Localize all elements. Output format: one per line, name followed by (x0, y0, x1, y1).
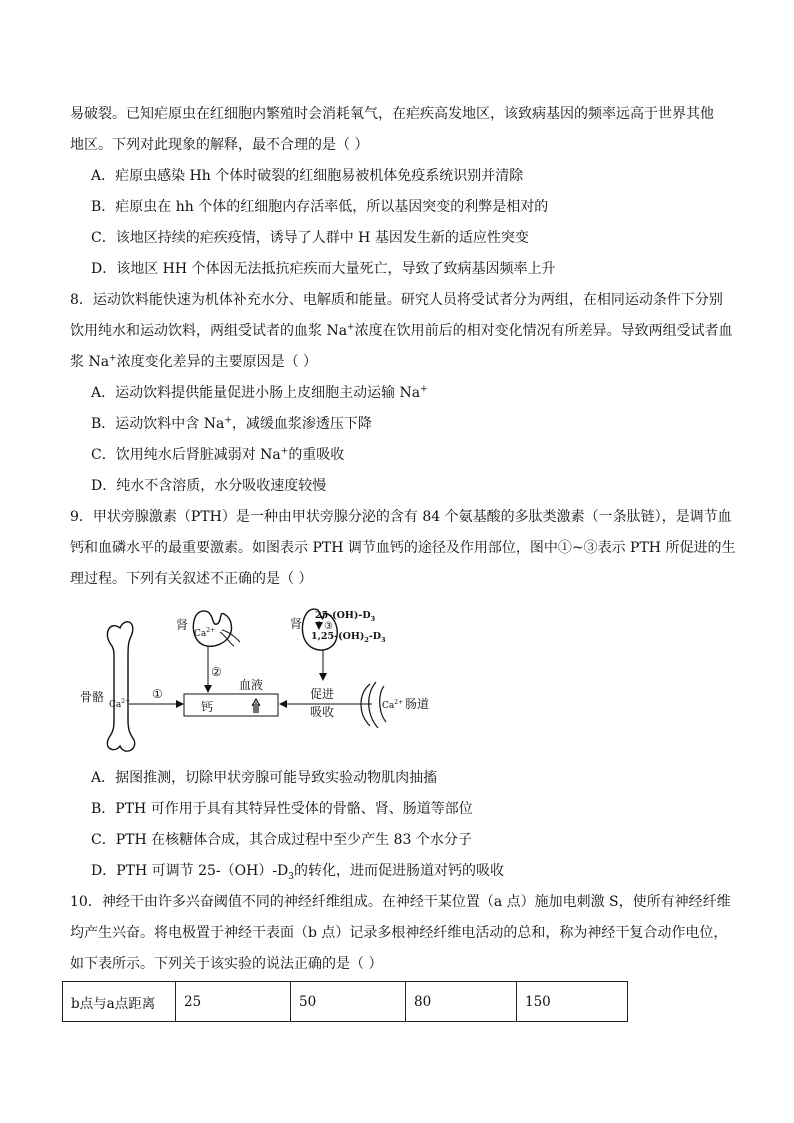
q7-option-a: A．疟原虫感染 Hh 个体时破裂的红细胞易被机体免疫系统识别并清除 (91, 168, 524, 184)
q10-distance-table (62, 981, 628, 1022)
promote-label: 促进 (310, 687, 335, 701)
q9-text-line2: 钙和血磷水平的最重要激素。如图表示 PTH 调节血钙的途径及作用部位，图中①~③表示 PTH 所促进的生 (70, 540, 736, 556)
q7-text-line2: 地区。下列对此现象的解释，最不合理的是（ ） (70, 137, 369, 153)
step3-label: ③ (324, 621, 333, 632)
q8-text-line3: 浆 Na+浓度变化差异的主要原因是（ ） (70, 353, 318, 370)
q7-text-line1: 易破裂。已知疟原虫在红细胞内繁殖时会消耗氧气，在疟疾高发地区，该致病基因的频率远高于世界其他 (70, 106, 714, 122)
table-cell: 25 (176, 982, 291, 1022)
table-cell: 50 (291, 982, 406, 1022)
q9-option-a: A．据图推测，切除甲状旁腺可能导致实验动物肌肉抽搐 (91, 770, 438, 786)
kidney-left-ca: $Ca^{2+}$ (194, 627, 216, 639)
q8-option-d: D．纯水不含溶质，水分吸收速度较慢 (91, 478, 327, 494)
table-row (63, 982, 628, 1022)
q8-option-a: A．运动饮料提供能量促进小肠上皮细胞主动运输 Na+ (91, 384, 428, 401)
q9-text-line1: 9．甲状旁腺激素（PTH）是一种由甲状旁腺分泌的含有 84 个氨基酸的多肽类激素（一条肽链），是调节血 (70, 509, 732, 525)
vitd-precursor-label: $25-(OH)-D_3$ (315, 610, 376, 623)
step1-label: ① (152, 687, 163, 701)
table-header-cell: b点与a点距离 (63, 982, 176, 1022)
calcium-label: 钙 (201, 700, 214, 714)
step2-label: ② (211, 665, 222, 679)
kidney-left-label: 肾 (176, 618, 189, 632)
q9-option-c: C．PTH 在核糖体合成，其合成过程中至少产生 83 个水分子 (91, 832, 472, 848)
q10-text-line2: 均产生兴奋。将电极置于神经干表面（b 点）记录多根神经纤维电活动的总和，称为神经干复合动作电位， (70, 925, 728, 941)
blood-box (184, 694, 278, 716)
q7-option-d: D．该地区 HH 个体因无法抵抗疟疾而大量死亡，导致了致病基因频率上升 (91, 261, 556, 277)
q10-text-line3: 如下表所示。下列关于该实验的说法正确的是（ ） (70, 956, 383, 972)
increase-arrow-icon (252, 699, 260, 713)
q8-option-c: C．饮用纯水后肾脏减弱对 Na+的重吸收 (91, 446, 345, 463)
q7-option-b: B．疟原虫在 hh 个体的红细胞内存活率低，所以基因突变的利弊是相对的 (91, 199, 549, 215)
bone-label: 骨骼 (80, 690, 105, 704)
q9-option-d: D．PTH 可调节 $25-(OH)-D_3$的转化，进而促进肠道对钙的吸收 (91, 863, 505, 882)
pth-calcium-diagram (72, 598, 432, 756)
vitd-active-label: $1,25-(OH)_2-D_3$ (311, 631, 386, 644)
intestine-ca-label: $Ca^{2+}$ (382, 699, 404, 711)
q7-option-c: C．该地区持续的疟疾疫情，诱导了人群中 H 基因发生新的适应性突变 (91, 230, 529, 246)
q8-text-line1: 8．运动饮料能快速为机体补充水分、电解质和能量。研究人员将受试者分为两组，在相同运动条件下分别 (70, 292, 723, 308)
table-cell: 80 (406, 982, 517, 1022)
kidney-right-label: 肾 (290, 617, 303, 631)
bone-ca-label: $Ca^{2+}$ (109, 698, 131, 710)
bone-shape (107, 622, 134, 751)
q8-text-line2: 饮用纯水和运动饮料，两组受试者的血浆 Na+浓度在饮用前后的相对变化情况有所差异。导致两组受试者血 (70, 322, 733, 339)
blood-label: 血液 (239, 678, 264, 692)
table-cell: 150 (517, 982, 628, 1022)
absorb-label: 吸收 (310, 705, 335, 719)
q9-option-b: B．PTH 可作用于具有其特异性受体的骨骼、肾、肠道等部位 (91, 801, 473, 817)
q10-text-line1: 10．神经干由许多兴奋阈值不同的神经纤维组成。在神经干某位置（a 点）施加电刺激 S，使所有神经纤维 (70, 894, 731, 910)
intestine-label: 肠道 (405, 697, 430, 711)
q9-text-line3: 理过程。下列有关叙述不正确的是（ ） (70, 571, 313, 587)
q8-option-b: B．运动饮料中含 Na+，减缓血浆渗透压下降 (91, 415, 372, 432)
